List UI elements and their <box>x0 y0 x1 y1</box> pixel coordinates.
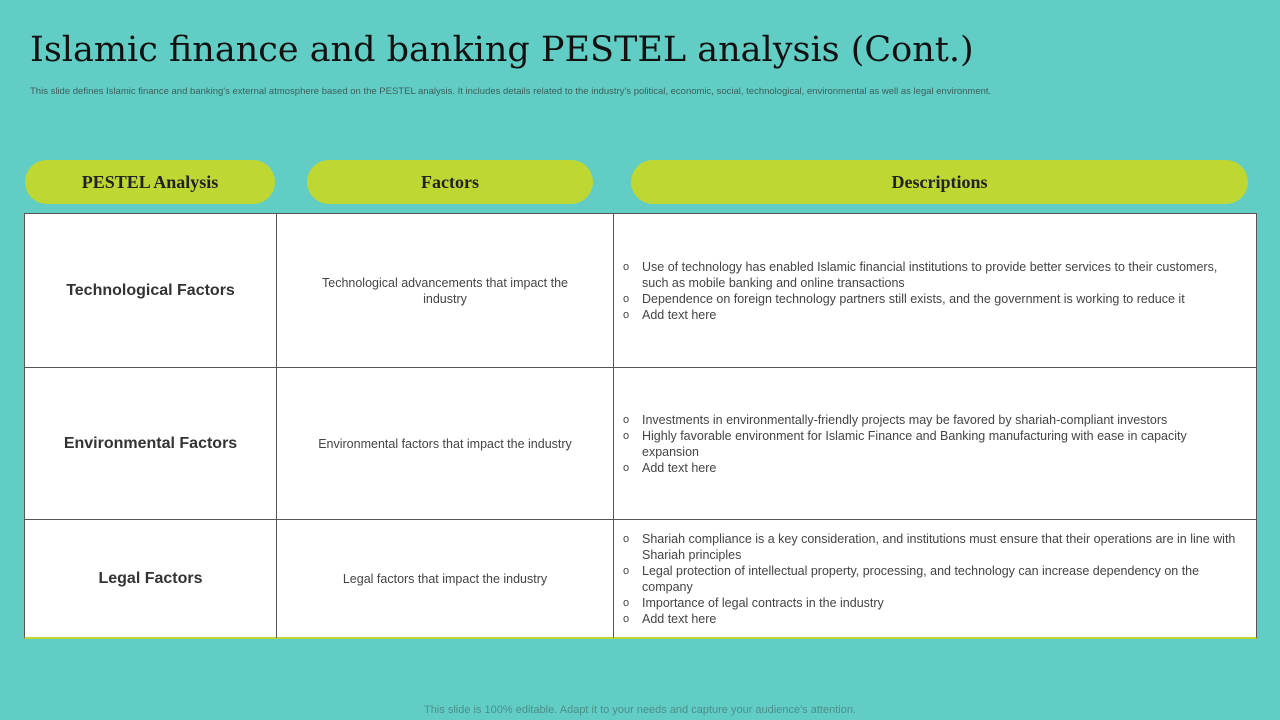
description-bullet: o Shariah compliance is a key consideration, and institutions must ensure that their operations are in line with Shariah principles <box>622 531 1244 563</box>
slide-subtitle: This slide defines Islamic finance and banking's external atmosphere based on the PESTEL analysis. It includes details related to the industry's political, economic, social, technological, environmental as well as legal environment. <box>30 86 992 97</box>
slide-title: Islamic finance and banking PESTEL analysis (Cont.) <box>30 30 974 70</box>
descriptions-cell <box>614 520 1256 638</box>
header-pestel-analysis: PESTEL Analysis <box>25 160 275 204</box>
description-bullet: o Investments in environmentally-friendly projects may be favored by shariah-compliant investors <box>622 412 1244 428</box>
slide-footer: This slide is 100% editable. Adapt it to your needs and capture your audience's attention. <box>424 704 856 716</box>
header-descriptions: Descriptions <box>631 160 1248 204</box>
description-bullet: o Add text here <box>622 460 1244 476</box>
factor-description-cell <box>277 520 614 638</box>
factor-cell <box>25 214 277 367</box>
description-list <box>622 531 1244 627</box>
description-bullet: o Highly favorable environment for Islamic Finance and Banking manufacturing with ease in capacity expansion <box>622 428 1244 460</box>
description-bullet: o Legal protection of intellectual property, processing, and technology can increase dependency on the company <box>622 563 1244 595</box>
factor-name: Technological Factors <box>66 281 235 299</box>
description-bullet: o Dependence on foreign technology partners still exists, and the government is working to reduce it <box>622 291 1244 307</box>
factor-description-cell <box>277 368 614 519</box>
pestel-table <box>24 213 1257 639</box>
table-row-technological <box>25 214 1256 368</box>
factor-name: Legal Factors <box>98 570 203 587</box>
factor-description-cell <box>277 214 614 367</box>
description-bullet: o Add text here <box>622 611 1244 627</box>
description-list <box>622 412 1244 476</box>
factor-description: Technological advancements that impact the industry <box>322 275 568 306</box>
table-row-legal <box>25 520 1256 638</box>
header-factors: Factors <box>307 160 593 204</box>
factor-description: Legal factors that impact the industry <box>342 572 548 586</box>
table-row-environmental <box>25 368 1256 520</box>
factor-cell <box>25 368 277 519</box>
factor-name: Environmental Factors <box>63 434 238 452</box>
descriptions-cell <box>614 368 1256 519</box>
factor-cell <box>25 520 277 638</box>
description-list <box>622 259 1244 323</box>
description-bullet: o Importance of legal contracts in the industry <box>622 595 1244 611</box>
description-bullet: o Add text here <box>622 307 1244 323</box>
descriptions-cell <box>614 214 1256 367</box>
description-bullet: o Use of technology has enabled Islamic financial institutions to provide better services to their customers, such as mobile banking and online transactions <box>622 259 1244 291</box>
factor-description: Environmental factors that impact the industry <box>318 436 572 451</box>
